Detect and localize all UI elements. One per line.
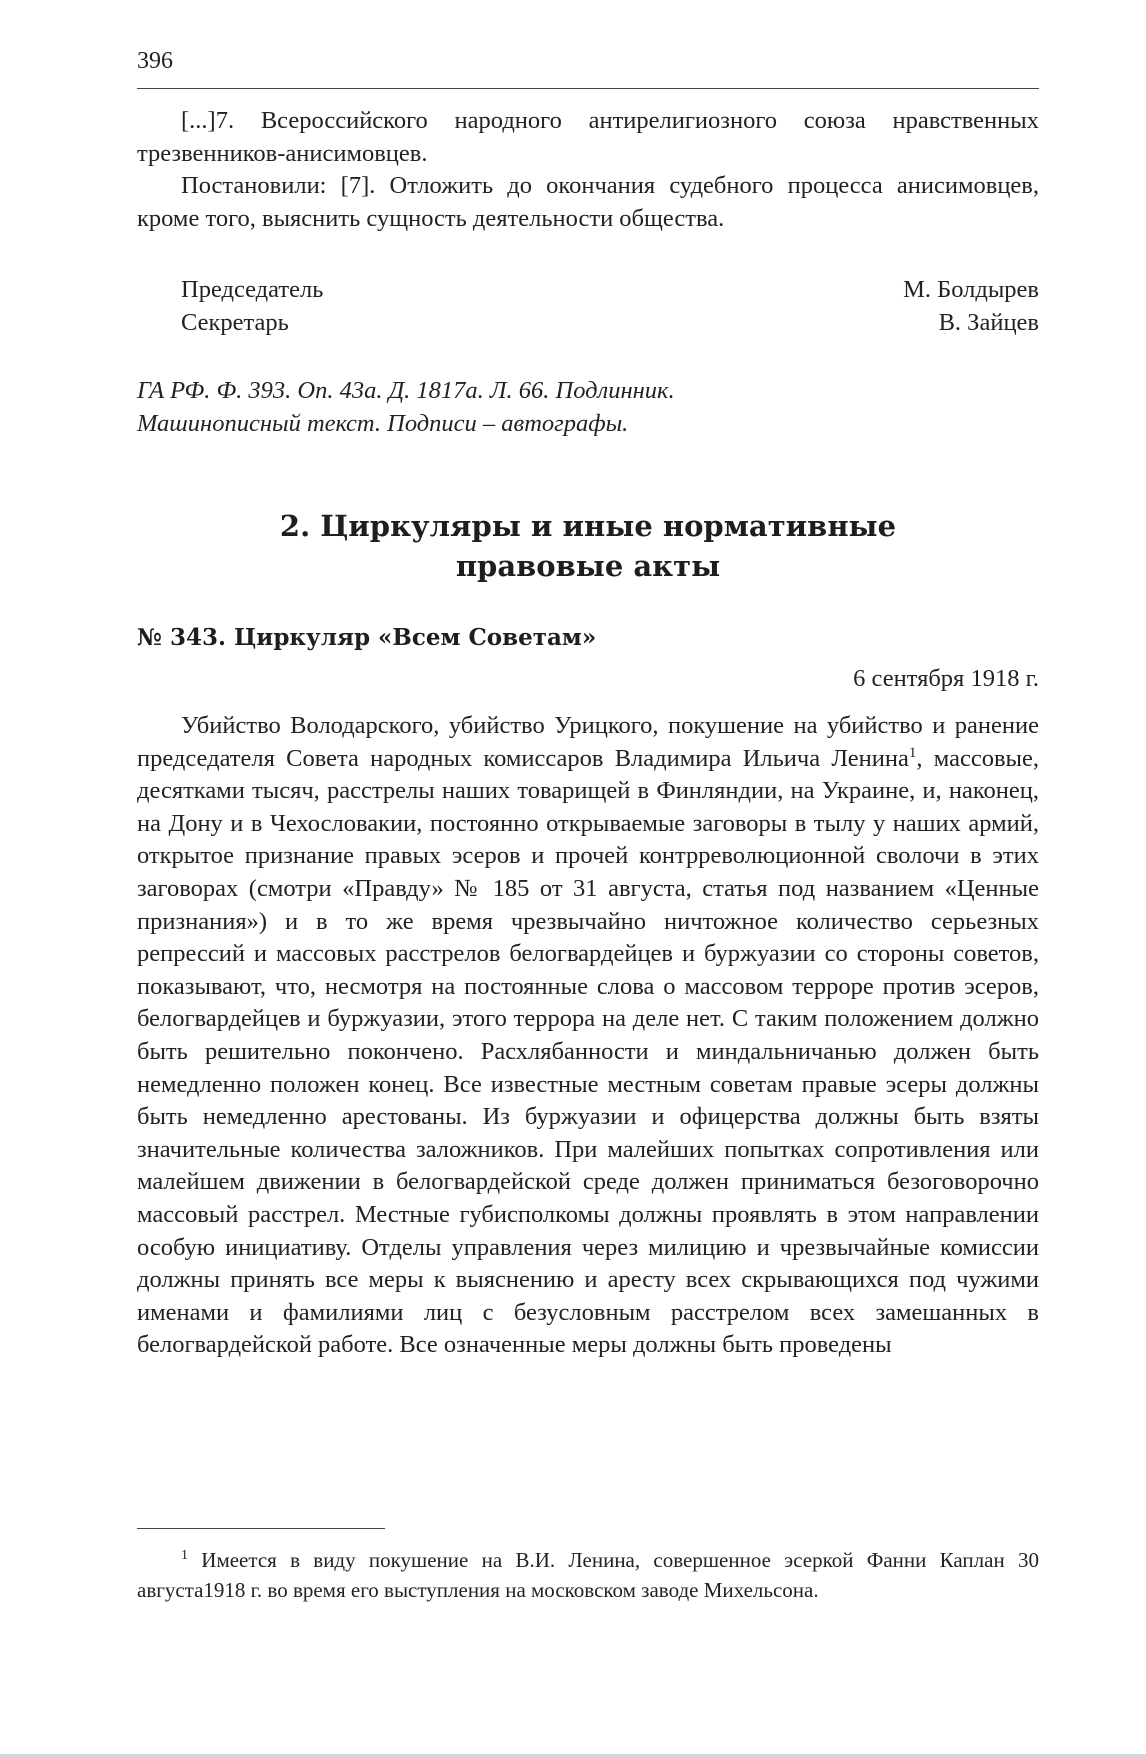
text-before-footnote: Убийство Володарского, убийство Урицкого, покушение на убийство и ранение председателя Совета народных комиссаров Владимира Ильича Ленина <box>137 712 1039 772</box>
footnote-reference[interactable]: 1 <box>908 744 917 761</box>
intro-block <box>137 105 1039 235</box>
footnote-marker: 1 <box>181 1548 188 1563</box>
intro-paragraph-2: Постановили: [7]. Отложить до окончания судебного процесса анисимовцев, кроме того, выяснить сущность деятельности общества. <box>137 172 1039 232</box>
page-bottom-edge <box>0 1754 1146 1758</box>
secretary-name: В. Зайцев <box>938 308 1039 336</box>
section-title-line-1: 2. Циркуляры и иные нормативные <box>279 509 897 543</box>
text-after-footnote: , массовые, десятками тысяч, расстрелы наших товарищей в Финляндии, на Украине, и, наконец, на Дону и в Чехословакии, постоянно открываемые заговоры в тылу у наших армий, открытое признание правых эсеров и прочей контрреволюционной сволочи в этих заговорах (смотри «Правду» № 185 от 31 августа, статья под названием «Ценные признания») и в то же время чрезвычайно ничтожное количество серьезных репрессий и массовых расстрелов белогвардейцев и буржуазии со стороны советов, показывают, что, несмотря на постоянные слова о массовом терроре против эсеров, белогвардейцев и буржуазии, этого террора на деле нет. С таким положением должно быть решительно покончено. Расхлябанности и миндальничанью должен быть немедленно положен конец. Все известные местным советам правые эсеры должны быть немедленно арестованы. Из буржуазии и офицерства должны быть взяты значительные количества заложников. При малейших попытках сопротивления или малейшем движении в белогвардейской среде должен приниматься безоговорочно массовый расстрел. Местные губисполкомы должны проявлять в этом направлении особую инициативу. Отделы управления через милицию и чрезвычайные комиссии должны принять все меры к выяснению и аресту всех скрывающихся под чужими именами и фамилиями лиц с безусловным расстрелом всех замешанных в белогвардейской работе. Все означенные меры должны быть проведены <box>137 744 1039 1359</box>
document-paragraph <box>137 710 1039 1362</box>
document-heading: № 343. Циркуляр «Всем Советам» <box>137 624 597 651</box>
document-date: 6 сентября 1918 г. <box>853 665 1039 692</box>
chair-name: М. Болдырев <box>903 276 1039 303</box>
footnote-paragraph <box>137 1545 1039 1605</box>
footnote-divider <box>137 1528 385 1529</box>
intro-paragraph-1: [...]7. Всероссийского народного антирелигиозного союза нравственных трезвенников-анисимовцев. <box>137 107 1039 167</box>
section-title <box>137 506 1039 586</box>
archive-reference <box>137 374 1039 440</box>
header-divider <box>137 88 1039 89</box>
footnote <box>137 1545 1039 1605</box>
document-body <box>137 710 1039 1362</box>
page-number: 396 <box>137 48 173 74</box>
secretary-title: Секретарь <box>181 308 289 336</box>
chair-title: Председатель <box>181 276 324 303</box>
section-title-line-2: правовые акты <box>455 549 721 583</box>
archive-line-1: ГА РФ. Ф. 393. Оп. 43а. Д. 1817а. Л. 66. Подлинник. <box>137 377 675 404</box>
signature-row-chair <box>181 274 1039 307</box>
signature-row-secretary <box>181 307 1039 340</box>
footnote-text: Имеется в виду покушение на В.И. Ленина, совершенное эсеркой Фанни Каплан 30 августа1918 г. во время его выступления на московском заводе Михельсона. <box>137 1548 1039 1602</box>
signature-block <box>181 274 1039 339</box>
archive-line-2: Машинописный текст. Подписи – автографы. <box>137 410 629 437</box>
